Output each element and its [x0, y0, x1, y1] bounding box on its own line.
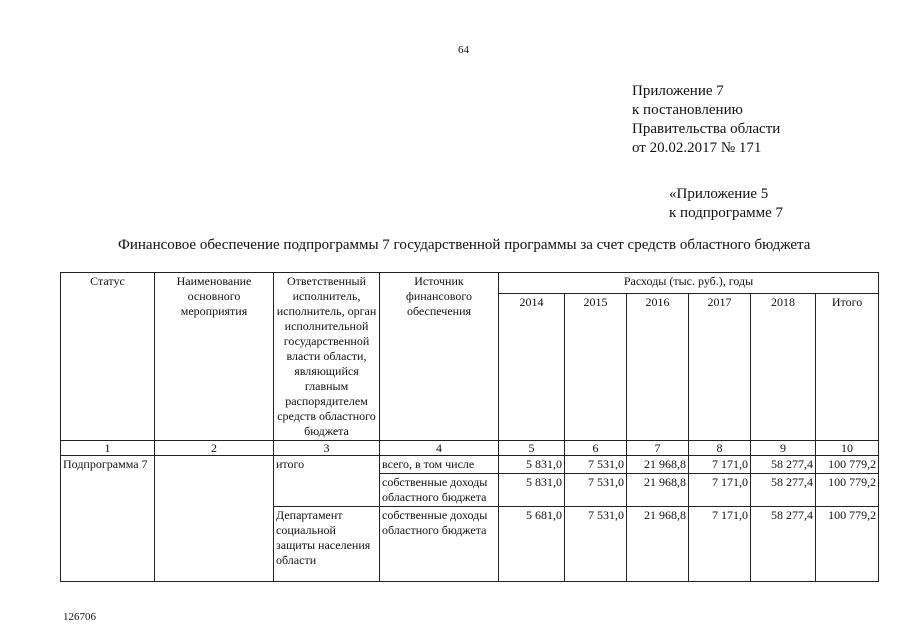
row-executor: итого	[274, 456, 380, 474]
row-total: 100 779,2	[816, 507, 879, 582]
column-number: 3	[274, 441, 380, 456]
column-number: 7	[627, 441, 689, 456]
row-value: 7 531,0	[565, 507, 627, 582]
row-value: 7 171,0	[689, 456, 751, 474]
header-status: Статус	[61, 273, 155, 441]
appendix-line: к подпрограмме 7	[669, 205, 783, 221]
row-value: 7 171,0	[689, 474, 751, 507]
row-total: 100 779,2	[816, 474, 879, 507]
row-value: 7 531,0	[565, 474, 627, 507]
row-total: 100 779,2	[816, 456, 879, 474]
column-number: 1	[61, 441, 155, 456]
header-year: 2014	[499, 294, 565, 441]
row-status: Подпрограмма 7	[61, 456, 155, 582]
document-code: 126706	[63, 611, 96, 623]
appendix-line: «Приложение 5	[669, 186, 769, 202]
header-total: Итого	[816, 294, 879, 441]
row-measure	[155, 456, 274, 582]
row-value: 21 968,8	[627, 507, 689, 582]
row-value: 5 681,0	[499, 507, 565, 582]
column-number: 5	[499, 441, 565, 456]
page-number: 64	[458, 44, 469, 56]
column-number-row	[61, 441, 879, 456]
row-value: 58 277,4	[751, 456, 816, 474]
appendix-block	[632, 82, 780, 158]
header-executor: Ответственный исполнитель, исполнитель, орган исполнительной государственной власти области, являющийся главным распорядителем средств областного бюджета	[274, 273, 380, 441]
column-number: 2	[155, 441, 274, 456]
column-number: 10	[816, 441, 879, 456]
column-number: 9	[751, 441, 816, 456]
header-year: 2015	[565, 294, 627, 441]
row-source: всего, в том числе	[380, 456, 499, 474]
row-value: 7 531,0	[565, 456, 627, 474]
row-executor	[274, 474, 380, 507]
column-number: 6	[565, 441, 627, 456]
row-value: 21 968,8	[627, 474, 689, 507]
appendix-subprogram-block	[669, 185, 783, 223]
header-source: Источник финансового обеспечения	[380, 273, 499, 441]
column-number: 8	[689, 441, 751, 456]
row-value: 5 831,0	[499, 456, 565, 474]
header-year: 2016	[627, 294, 689, 441]
document-title: Финансовое обеспечение подпрограммы 7 государственной программы за счет средств областного бюджета	[118, 237, 811, 253]
row-value: 58 277,4	[751, 474, 816, 507]
header-year: 2017	[689, 294, 751, 441]
appendix-line: от 20.02.2017 № 171	[632, 140, 762, 156]
appendix-line: к постановлению	[632, 102, 743, 118]
row-source: собственные доходы областного бюджета	[380, 507, 499, 582]
row-value: 5 831,0	[499, 474, 565, 507]
appendix-line: Приложение 7	[632, 83, 724, 99]
column-number: 4	[380, 441, 499, 456]
header-expenses: Расходы (тыс. руб.), годы	[499, 273, 879, 294]
financing-table	[60, 272, 879, 582]
row-value: 7 171,0	[689, 507, 751, 582]
header-measure-name: Наименование основного мероприятия	[155, 273, 274, 441]
row-executor: Департамент социальной защиты населения области	[274, 507, 380, 582]
header-year: 2018	[751, 294, 816, 441]
row-value: 58 277,4	[751, 507, 816, 582]
table-row	[61, 456, 879, 474]
row-value: 21 968,8	[627, 456, 689, 474]
row-source: собственные доходы областного бюджета	[380, 474, 499, 507]
appendix-line: Правительства области	[632, 121, 781, 137]
